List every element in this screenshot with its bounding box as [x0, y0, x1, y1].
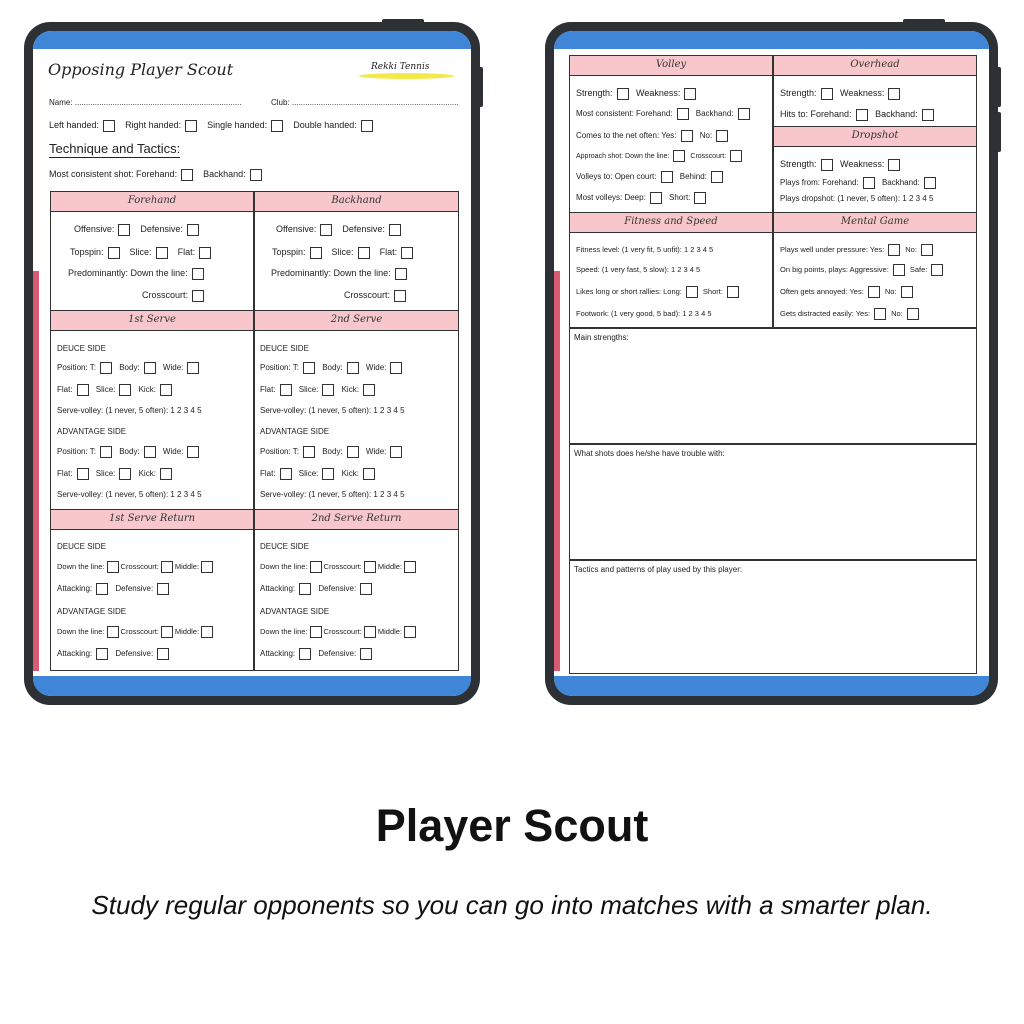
distracted-yes-checkbox[interactable]	[874, 308, 886, 320]
tactics-area[interactable]	[571, 577, 975, 671]
volley-behind-checkbox[interactable]	[711, 171, 723, 183]
top-bar	[33, 31, 471, 49]
trouble-shots-label: What shots does he/she have trouble with:	[574, 449, 725, 458]
s1-deuce-sv: Serve-volley: (1 never, 5 often): 1 2 3 4 5	[57, 406, 202, 415]
s2-ad-type: Flat: Slice: Kick:	[260, 468, 380, 480]
s2d-slice-checkbox[interactable]	[322, 384, 334, 396]
main-strengths-label: Main strengths:	[574, 333, 629, 342]
r2d-defensive-checkbox[interactable]	[360, 583, 372, 595]
second-serve-header: 2nd Serve	[255, 311, 458, 331]
bh-offense-row: Offensive: Defensive:	[276, 223, 406, 236]
dropshot-strength-checkbox[interactable]	[821, 159, 833, 171]
bh-direction-row: Predominantly: Down the line:	[271, 267, 412, 280]
s2-deuce-label: DEUCE SIDE	[260, 344, 309, 353]
volley-fh-checkbox[interactable]	[677, 108, 689, 120]
bh-crosscourt-checkbox[interactable]	[394, 290, 406, 302]
annoyed-no-checkbox[interactable]	[901, 286, 913, 298]
r1-ad-label: ADVANTAGE SIDE	[57, 607, 127, 616]
s2a-flat-checkbox[interactable]	[280, 468, 292, 480]
forehand-header: Forehand	[51, 192, 253, 212]
trouble-shots-area[interactable]	[571, 461, 975, 557]
s2-ad-label: ADVANTAGE SIDE	[260, 427, 330, 436]
volleys-to-row: Volleys to: Open court: Behind:	[576, 171, 728, 183]
first-return-header: 1st Serve Return	[51, 510, 253, 530]
fh-topspin-checkbox[interactable]	[108, 247, 120, 259]
r2-ad-label: ADVANTAGE SIDE	[260, 607, 330, 616]
s1d-t-checkbox[interactable]	[100, 362, 112, 374]
r2d-cross-checkbox[interactable]	[364, 561, 376, 573]
r1-deuce-style: Attacking: Defensive:	[57, 583, 174, 595]
s1d-kick-checkbox[interactable]	[160, 384, 172, 396]
overhead-fh-checkbox[interactable]	[856, 109, 868, 121]
fh-spin-row: Topspin: Slice: Flat:	[70, 246, 216, 259]
single-handed-checkbox[interactable]	[271, 120, 283, 132]
consistent-forehand-checkbox[interactable]	[181, 169, 193, 181]
approach-down-checkbox[interactable]	[673, 150, 685, 162]
r1-ad-dir: Down the line: Crosscourt: Middle:	[57, 626, 215, 638]
s2d-t-checkbox[interactable]	[303, 362, 315, 374]
r1a-down-checkbox[interactable]	[107, 626, 119, 638]
pressure-no-checkbox[interactable]	[921, 244, 933, 256]
right-tablet	[545, 22, 998, 705]
brand-swoosh	[359, 73, 454, 79]
left-handed-checkbox[interactable]	[103, 120, 115, 132]
s2a-kick-checkbox[interactable]	[363, 468, 375, 480]
club-field[interactable]: Club: ...........................................................................	[271, 98, 459, 107]
consistent-backhand-checkbox[interactable]	[250, 169, 262, 181]
approach-cross-checkbox[interactable]	[730, 150, 742, 162]
r1-deuce-dir: Down the line: Crosscourt: Middle:	[57, 561, 215, 573]
r2d-down-checkbox[interactable]	[310, 561, 322, 573]
s2d-body-checkbox[interactable]	[347, 362, 359, 374]
volley-consistent-row: Most consistent: Forehand: Backhand:	[576, 108, 755, 120]
comes-to-net-row: Comes to the net often: Yes: No:	[576, 130, 733, 142]
r2d-attacking-checkbox[interactable]	[299, 583, 311, 595]
big-points-row: On big points, plays: Aggressive: Safe:	[780, 264, 948, 276]
r1d-defensive-checkbox[interactable]	[157, 583, 169, 595]
top-bar	[554, 31, 989, 49]
r1a-middle-checkbox[interactable]	[201, 626, 213, 638]
name-field[interactable]: Name: ...........................................................................	[49, 98, 242, 107]
fh-offense-row: Offensive: Defensive:	[74, 223, 204, 236]
s2a-slice-checkbox[interactable]	[322, 468, 334, 480]
r1-ad-style: Attacking: Defensive:	[57, 648, 174, 660]
fitness-header: Fitness and Speed	[570, 213, 772, 233]
technique-heading: Technique and Tactics:	[49, 141, 181, 156]
tablet-side-button-2	[996, 112, 1001, 152]
aggressive-checkbox[interactable]	[893, 264, 905, 276]
s1a-kick-checkbox[interactable]	[160, 468, 172, 480]
s1d-slice-checkbox[interactable]	[119, 384, 131, 396]
s1-deuce-label: DEUCE SIDE	[57, 344, 106, 353]
s2a-t-checkbox[interactable]	[303, 446, 315, 458]
r2-ad-style: Attacking: Defensive:	[260, 648, 377, 660]
handed-row: Left handed: Right handed: Single handed: Double handed:	[49, 119, 378, 132]
most-consistent-row: Most consistent shot: Forehand: Backhand:	[49, 168, 267, 181]
first-serve-header: 1st Serve	[51, 311, 253, 331]
annoyed-yes-checkbox[interactable]	[868, 286, 880, 298]
mental-header: Mental Game	[774, 213, 976, 233]
plays-dropshot-row: Plays dropshot: (1 never, 5 often): 1 2 3 4 5	[780, 194, 934, 203]
backhand-header: Backhand	[255, 192, 458, 212]
s1d-wide-checkbox[interactable]	[187, 362, 199, 374]
overhead-header: Overhead	[774, 56, 976, 76]
bottom-bar	[33, 676, 471, 696]
tablet-side-button	[478, 67, 483, 107]
right-screen	[554, 31, 989, 696]
tablet-side-button	[996, 67, 1001, 107]
speed-row: Speed: (1 very fast, 5 slow): 1 2 3 4 5	[576, 265, 701, 274]
s1-deuce-type: Flat: Slice: Kick:	[57, 384, 177, 396]
most-volleys-row: Most volleys: Deep: Short:	[576, 192, 711, 204]
r2a-middle-checkbox[interactable]	[404, 626, 416, 638]
right-handed-checkbox[interactable]	[185, 120, 197, 132]
r2-ad-dir: Down the line: Crosscourt: Middle:	[260, 626, 418, 638]
s1a-slice-checkbox[interactable]	[119, 468, 131, 480]
r2a-attacking-checkbox[interactable]	[299, 648, 311, 660]
bh-offensive-checkbox[interactable]	[320, 224, 332, 236]
main-strengths-area[interactable]	[571, 345, 975, 441]
pressure-yes-checkbox[interactable]	[888, 244, 900, 256]
r2a-cross-checkbox[interactable]	[364, 626, 376, 638]
plays-from-row: Plays from: Forehand: Backhand:	[780, 177, 941, 189]
bh-flat-checkbox[interactable]	[401, 247, 413, 259]
r1d-down-checkbox[interactable]	[107, 561, 119, 573]
bh-slice-checkbox[interactable]	[358, 247, 370, 259]
r2a-down-checkbox[interactable]	[310, 626, 322, 638]
volley-open-checkbox[interactable]	[661, 171, 673, 183]
volley-short-checkbox[interactable]	[694, 192, 706, 204]
r2d-middle-checkbox[interactable]	[404, 561, 416, 573]
s1a-t-checkbox[interactable]	[100, 446, 112, 458]
table-divider	[253, 191, 255, 671]
r1a-cross-checkbox[interactable]	[161, 626, 173, 638]
caption-title: Player Scout	[375, 800, 649, 851]
dropshot-bh-checkbox[interactable]	[924, 177, 936, 189]
r1a-defensive-checkbox[interactable]	[157, 648, 169, 660]
fh-crosscourt-checkbox[interactable]	[192, 290, 204, 302]
r1-deuce-label: DEUCE SIDE	[57, 542, 106, 551]
s1-deuce-position: Position: T: Body: Wide:	[57, 362, 204, 374]
distracted-no-checkbox[interactable]	[907, 308, 919, 320]
volley-strength-row: Strength: Weakness:	[576, 87, 701, 100]
net-no-checkbox[interactable]	[716, 130, 728, 142]
s1-ad-position: Position: T: Body: Wide:	[57, 446, 204, 458]
footwork-row: Footwork: (1 very good, 5 bad): 1 2 3 4 5	[576, 309, 712, 318]
pressure-row: Plays well under pressure: Yes: No:	[780, 244, 938, 256]
volley-deep-checkbox[interactable]	[650, 192, 662, 204]
s2-deuce-sv: Serve-volley: (1 never, 5 often): 1 2 3 4 5	[260, 406, 405, 415]
dropshot-weakness-checkbox[interactable]	[888, 159, 900, 171]
distracted-row: Gets distracted easily: Yes: No:	[780, 308, 924, 320]
s1-ad-label: ADVANTAGE SIDE	[57, 427, 127, 436]
double-handed-checkbox[interactable]	[361, 120, 373, 132]
bh-topspin-checkbox[interactable]	[310, 247, 322, 259]
s1-ad-sv: Serve-volley: (1 never, 5 often): 1 2 3 4 5	[57, 490, 202, 499]
rally-short-checkbox[interactable]	[727, 286, 739, 298]
hits-to-row: Hits to: Forehand: Backhand:	[780, 108, 939, 121]
overhead-bh-checkbox[interactable]	[922, 109, 934, 121]
bh-spin-row: Topspin: Slice: Flat:	[272, 246, 418, 259]
fh-cross-row: Crosscourt:	[142, 289, 209, 302]
page-title: Opposing Player Scout	[48, 60, 234, 79]
r1a-attacking-checkbox[interactable]	[96, 648, 108, 660]
fh-flat-checkbox[interactable]	[199, 247, 211, 259]
left-tablet	[24, 22, 480, 705]
r2a-defensive-checkbox[interactable]	[360, 648, 372, 660]
second-return-header: 2nd Serve Return	[255, 510, 458, 530]
overhead-strength-row: Strength: Weakness:	[780, 87, 905, 100]
annoyed-row: Often gets annoyed: Yes: No:	[780, 286, 918, 298]
s1a-body-checkbox[interactable]	[144, 446, 156, 458]
s1d-body-checkbox[interactable]	[144, 362, 156, 374]
bh-cross-row: Crosscourt:	[344, 289, 411, 302]
volley-strength-checkbox[interactable]	[617, 88, 629, 100]
s1-ad-type: Flat: Slice: Kick:	[57, 468, 177, 480]
volley-bh-checkbox[interactable]	[738, 108, 750, 120]
volley-weakness-checkbox[interactable]	[684, 88, 696, 100]
bottom-bar	[554, 676, 989, 696]
s2-ad-position: Position: T: Body: Wide:	[260, 446, 407, 458]
dropshot-strength-row: Strength: Weakness:	[780, 158, 905, 171]
fh-down-line-checkbox[interactable]	[192, 268, 204, 280]
approach-row: Approach shot: Down the line: Crosscourt:	[576, 150, 747, 163]
s2-deuce-type: Flat: Slice: Kick:	[260, 384, 380, 396]
fh-slice-checkbox[interactable]	[156, 247, 168, 259]
pink-edge	[554, 271, 560, 671]
r2-deuce-style: Attacking: Defensive:	[260, 583, 377, 595]
tactics-label: Tactics and patterns of play used by this player:	[574, 565, 743, 574]
fh-direction-row: Predominantly: Down the line:	[68, 267, 209, 280]
overhead-weakness-checkbox[interactable]	[888, 88, 900, 100]
s1a-wide-checkbox[interactable]	[187, 446, 199, 458]
r2-deuce-label: DEUCE SIDE	[260, 542, 309, 551]
s2d-kick-checkbox[interactable]	[363, 384, 375, 396]
s2a-body-checkbox[interactable]	[347, 446, 359, 458]
volley-header: Volley	[570, 56, 772, 76]
s1a-flat-checkbox[interactable]	[77, 468, 89, 480]
bh-defensive-checkbox[interactable]	[389, 224, 401, 236]
fh-defensive-checkbox[interactable]	[187, 224, 199, 236]
r1d-cross-checkbox[interactable]	[161, 561, 173, 573]
fh-offensive-checkbox[interactable]	[118, 224, 130, 236]
tablet-top-button	[903, 19, 945, 24]
r1d-attacking-checkbox[interactable]	[96, 583, 108, 595]
s2a-wide-checkbox[interactable]	[390, 446, 402, 458]
brand-logo: Rekki Tennis	[371, 62, 430, 72]
bh-down-line-checkbox[interactable]	[395, 268, 407, 280]
dropshot-fh-checkbox[interactable]	[863, 177, 875, 189]
overhead-strength-checkbox[interactable]	[821, 88, 833, 100]
net-yes-checkbox[interactable]	[681, 130, 693, 142]
fitness-level-row: Fitness level: (1 very fit, 5 unfit): 1 2 3 4 5	[576, 245, 714, 254]
r1d-middle-checkbox[interactable]	[201, 561, 213, 573]
s1d-flat-checkbox[interactable]	[77, 384, 89, 396]
s2-deuce-position: Position: T: Body: Wide:	[260, 362, 407, 374]
dropshot-header: Dropshot	[774, 127, 976, 147]
s2-ad-sv: Serve-volley: (1 never, 5 often): 1 2 3 4 5	[260, 490, 405, 499]
safe-checkbox[interactable]	[931, 264, 943, 276]
left-screen	[33, 31, 471, 696]
s2d-flat-checkbox[interactable]	[280, 384, 292, 396]
s2d-wide-checkbox[interactable]	[390, 362, 402, 374]
rallies-row: Likes long or short rallies: Long: Short:	[576, 286, 744, 298]
caption-subtitle: Study regular opponents so you can go into matches with a smarter plan.	[91, 890, 933, 920]
pink-edge	[33, 271, 39, 671]
rally-long-checkbox[interactable]	[686, 286, 698, 298]
r2-deuce-dir: Down the line: Crosscourt: Middle:	[260, 561, 418, 573]
tablet-top-button	[382, 19, 424, 24]
